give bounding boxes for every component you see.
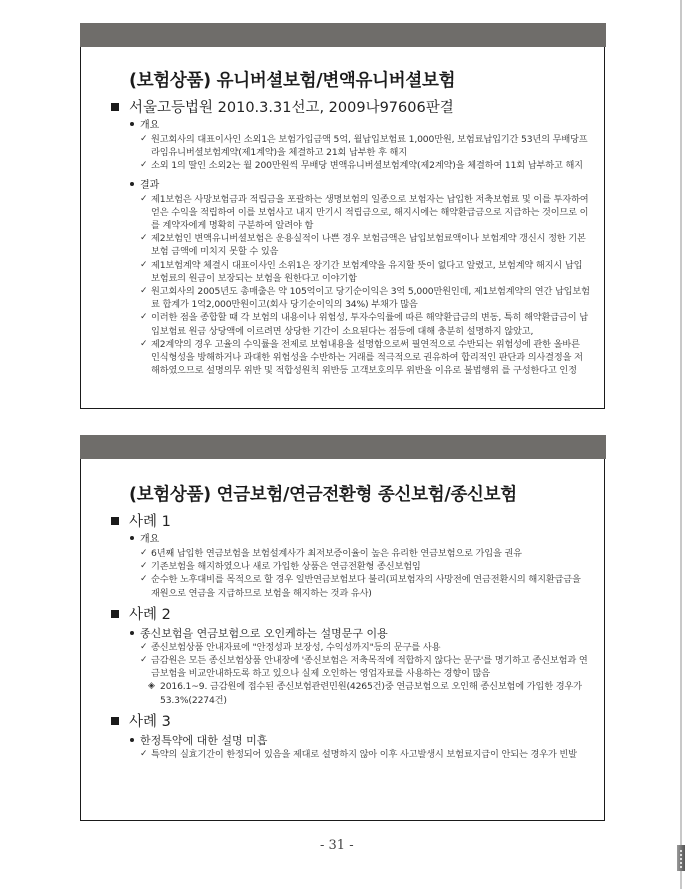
- slide-content: [111, 510, 590, 761]
- group-label: [130, 533, 590, 547]
- scrollbar-track[interactable]: [680, 0, 682, 889]
- slide-annuity-insurance: [80, 435, 605, 821]
- check-icon: ✓: [140, 193, 148, 204]
- list-item: ✓ 원고회사의 대표이사인 소외1은 보험가입금액 5억, 월납입보험료 1,000만원, 보험료납입기간 53년의 무배당프라임유니버셜보험계약(제1계약)을 체결하고 21회 납부한 후 해지: [140, 134, 588, 159]
- list-item: ✓ 기존보험을 해지하였으나 새로 가입한 상품은 연금전환형 종신보험임: [140, 561, 421, 573]
- dot-bullet-icon: [130, 182, 134, 186]
- list-item: ✓ 제1보험계약 체결시 대표이사인 소위1은 장기간 보험계약을 유지할 뜻이 없다고 알렸고, 보험계약 해지시 납입보험료의 원금이 보장되는 보험을 원한다고 이야기함: [140, 259, 583, 284]
- square-bullet-icon: [111, 717, 119, 725]
- check-icon: ✓: [140, 312, 148, 323]
- check-icon: ✓: [140, 561, 148, 572]
- list-item: ✓ 6년째 납입한 연금보험을 보험설계사가 최저보증이율이 높은 유리한 연금보험으로 가입을 권유: [140, 548, 522, 559]
- group-label-text: 한정특약에 대한 설명 미흡: [140, 733, 268, 747]
- scrollbar-thumb[interactable]: [677, 845, 685, 871]
- list-item: ✓ 특약의 실효기간이 한정되어 있음을 제대로 설명하지 않아 이후 사고발생시 보험료지급이 안되는 경우가 빈발: [140, 748, 577, 760]
- group-label: [130, 119, 590, 133]
- check-icon: ✓: [140, 160, 148, 171]
- dot-bullet-icon: [130, 536, 134, 540]
- list-item: ✓ 종신보험상품 안내자료에 "안정성과 보장성, 수익성까지"등의 문구를 사용: [140, 641, 441, 653]
- square-bullet-icon: [111, 517, 119, 525]
- group-label-text: 개요: [140, 120, 160, 131]
- slide-title: (보험상품) 유니버셜보험/변액유니버셜보험: [129, 71, 456, 91]
- list-item: ✓ 소외 1의 딸인 소외2는 월 200만원씩 무배당 변액유니버셜보험계약(제2계약)을 체결하여 11회 납부하고 해지: [140, 160, 583, 172]
- check-icon: ✓: [140, 134, 148, 144]
- diamond-bullet-icon: ◈: [148, 681, 155, 692]
- dot-bullet-icon: [130, 122, 134, 126]
- section-heading: [111, 712, 590, 732]
- check-icon: ✓: [140, 748, 148, 759]
- list-item: ✓ 제2보험인 변액유니버셜보험은 운용실적이 나쁜 경우 보험금액은 납입보험료액이나 보험계약 갱신시 정한 기본보험 금액에 미치지 못할 수 있음: [140, 233, 586, 258]
- slide-title: (보험상품) 연금보험/연금전환형 종신보험/종신보험: [129, 485, 517, 505]
- slide-header-bar: [80, 23, 606, 47]
- list-item: ✓ 순수한 노후대비를 목적으로 할 경우 일반연금보험보다 불리(피보험자의 사망전에 연금전환시의 해지환급금을 재원으로 연금을 지급하므로 보험을 해지하는 것과 유사): [140, 574, 581, 599]
- check-icon: ✓: [140, 259, 148, 270]
- group-label-text: 개요: [140, 534, 160, 545]
- section-heading-text: 서울고등법원 2010.3.31선고, 2009나97606판결: [129, 100, 454, 116]
- section-heading-text: 사례 3: [129, 713, 171, 730]
- section-heading-text: 사례 1: [129, 514, 171, 530]
- check-icon: ✓: [140, 286, 148, 297]
- list-item: ✓ 원고회사의 2005년도 총매출은 약 105억이고 당기순이익은 3억 5,000만원인데, 제1보험계약의 연간 납입보험료 합계가 1억2,000만원이고(회사 당기순이익의 34%) 부채가 많음: [140, 286, 590, 311]
- check-icon: ✓: [140, 338, 148, 349]
- check-icon: ✓: [140, 548, 148, 558]
- list-item: ✓ 이러한 점을 종합할 때 각 보험의 내용이나 위험성, 투자수익률에 따른 해약환급금의 변동, 특히 해약환급금이 납입보험료 원금 상당액에 이르려면 상당한 기간이 소요된다는 점등에 대해 충분히 설명하지 않았고,: [140, 312, 588, 337]
- check-icon: ✓: [140, 655, 148, 666]
- slide-content: [111, 96, 590, 377]
- list-item: ✓ 제2계약의 경우 고율의 수익률을 전제로 보험내용을 설명함으로써 필연적으로 수반되는 위험성에 관한 올바른 인식형성을 방해하거나 과대한 위험성을 수반하는 거래를 적극적으로 권유하여 합리적인 판단과 의사결정을 저해하였으므로 설명의무 위반 및 적합성원칙 위반등 고객보호의무 위반을 이유로 불법행위 를 구성한다고 인정: [140, 338, 583, 377]
- statistic-note: ◈ 2016.1~9. 금감원에 접수된 종신보험관련민원(4265건)중 연금보험으로 오인해 종신보험에 가입한 경우가 53.3%(2274건): [148, 681, 582, 706]
- dot-bullet-icon: [130, 738, 134, 742]
- section-heading: [111, 605, 590, 625]
- list-item: ✓ 제1보험은 사망보험금과 적립금을 포괄하는 생명보험의 일종으로 보험자는 납입한 저축보험료 및 이를 투자하여 얻은 수익을 적립하여 이를 보험사고 내지 만기시 적립금으로, 해지시에는 해약환급금으로 지급하는 것이므로 이를 계약자에게 명확히 구분하여 알려야 함: [140, 193, 589, 232]
- square-bullet-icon: [111, 610, 119, 618]
- check-icon: ✓: [140, 233, 148, 244]
- group-label: [130, 179, 590, 193]
- slide-header-bar: [80, 435, 606, 459]
- group-label-text: 종신보험을 연금보험으로 오인케하는 설명문구 이용: [140, 626, 388, 640]
- slide-universal-insurance: [80, 23, 605, 409]
- group-label: [130, 733, 590, 748]
- check-icon: ✓: [140, 641, 148, 652]
- check-icon: ✓: [140, 574, 148, 585]
- group-label: [130, 626, 590, 641]
- square-bullet-icon: [111, 103, 119, 111]
- group-label-text: 결과: [140, 179, 160, 191]
- dot-bullet-icon: [130, 631, 134, 635]
- section-heading: [111, 98, 590, 118]
- section-heading-text: 사례 2: [129, 606, 171, 623]
- page-number: - 31 -: [320, 838, 354, 853]
- list-item: ✓ 금감원은 모든 종신보험상품 안내장에 '종신보험은 저축목적에 적합하지 않다는 문구'를 명기하고 종신보험과 연금보험을 비교안내하도록 하고 있으나 실제 오인하는 영업자료를 사용하는 경향이 많음: [140, 655, 588, 680]
- section-heading: [111, 512, 590, 532]
